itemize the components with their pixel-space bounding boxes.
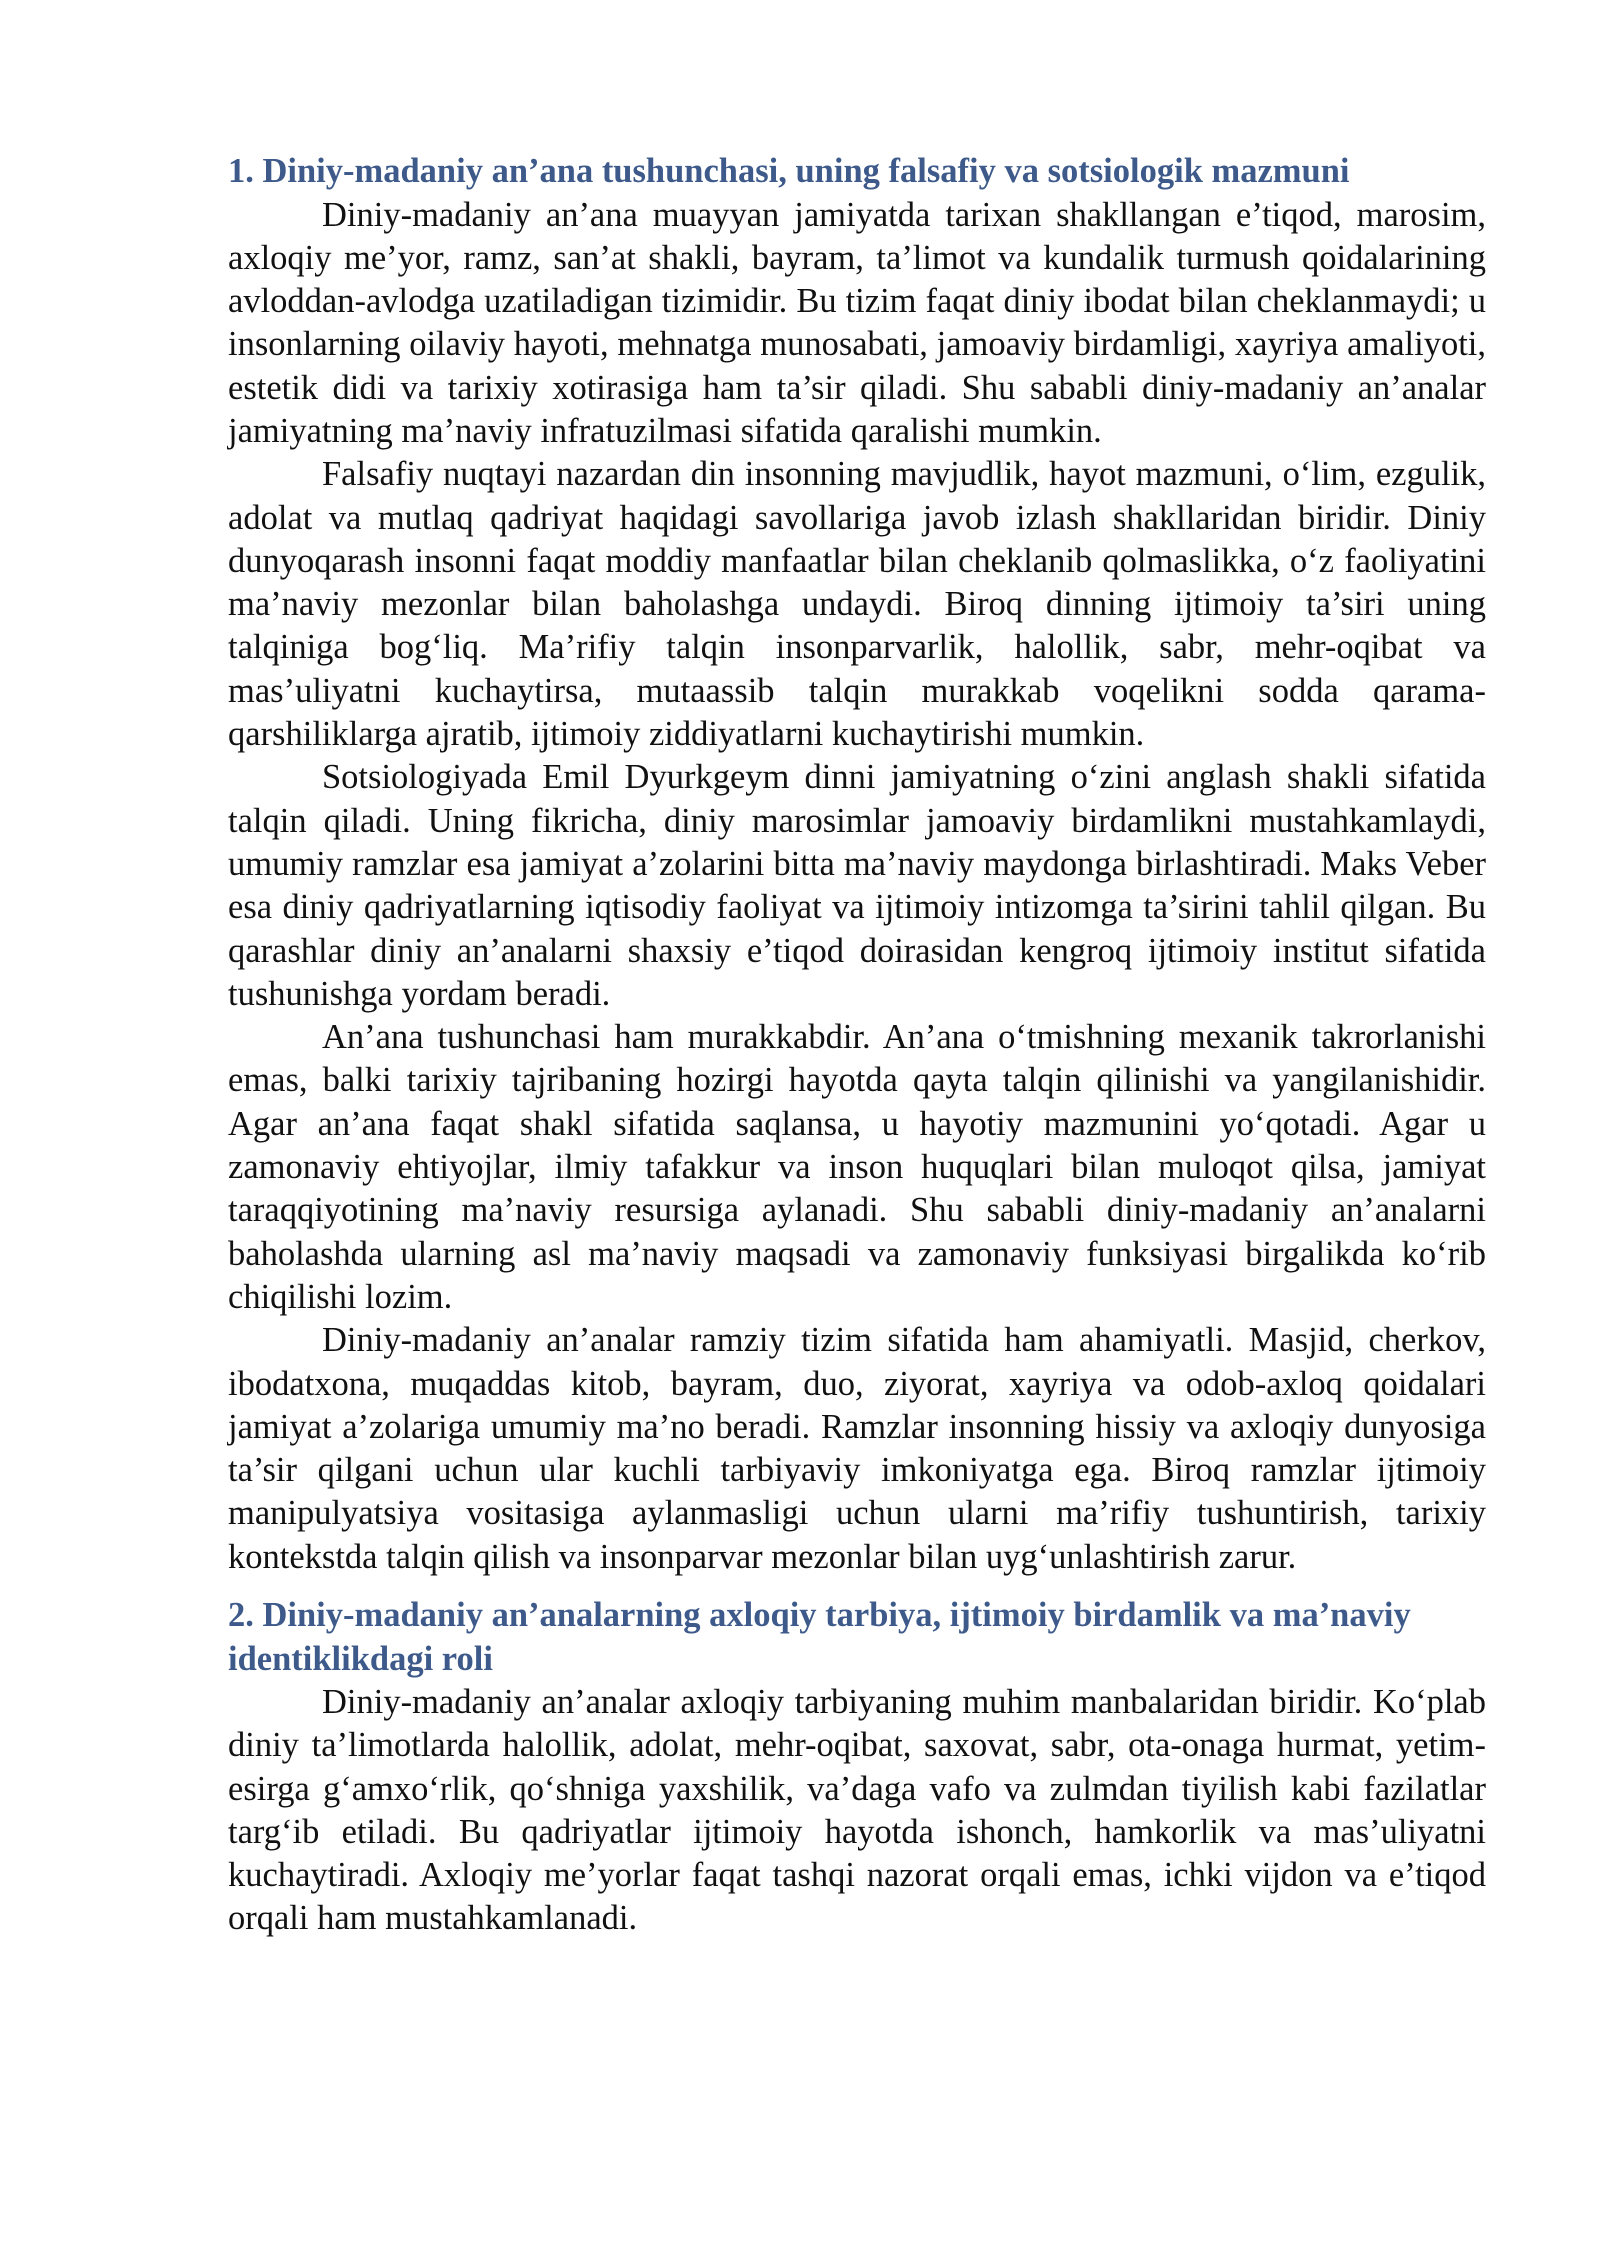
section-1-paragraph-5: Diniy-madaniy an’analar ramziy tizim sifatida ham ahamiyatli. Masjid, cherkov, ibodatxona, muqaddas kitob, bayram, duo, ziyorat, xayriya va odob-axloq qoidalari jamiyat a’zolariga umumiy ma’no beradi. Ramzlar insonning hissiy va axloqiy dunyosiga ta’sir qilgani uchun ular kuchli tarbiyaviy imkoniyatga ega. Biroq ramzlar ijtimoiy manipulyatsiya vositasiga aylanmasligi uchun ularni ma’rifiy tushuntirish, tarixiy kontekstda talqin qilish va insonparvar mezonlar bilan uyg‘unlashtirish zarur.: [228, 1321, 1486, 1576]
section-2-heading: 2. Diniy-madaniy an’analarning axloqiy tarbiya, ijtimoiy birdamlik va ma’naviy identiklikdagi roli: [228, 1596, 1411, 1678]
section-1-paragraph-2: Falsafiy nuqtayi nazardan din insonning mavjudlik, hayot mazmuni, o‘lim, ezgulik, adolat va mutlaq qadriyat haqidagi savollariga javob izlash shakllaridan biridir. Diniy dunyoqarash insonni faqat moddiy manfaatlar bilan cheklanib qolmaslikka, o‘z faoliyatini ma’naviy mezonlar bilan baholashga undaydi. Biroq dinning ijtimoiy ta’siri uning talqiniga bog‘liq. Ma’rifiy talqin insonparvarlik, halollik, sabr, mehr-oqibat va mas’uliyatni kuchaytirsa, mutaassib talqin murakkab voqelikni sodda qarama-qarshiliklarga ajratib, ijtimoiy ziddiyatlarni kuchaytirishi mumkin.: [228, 455, 1486, 754]
section-2-paragraph-1: Diniy-madaniy an’analar axloqiy tarbiyaning muhim manbalaridan biridir. Ko‘plab diniy ta’limotlarda halollik, adolat, mehr-oqibat, saxovat, sabr, ota-onaga hurmat, yetim-esirga g‘amxo‘rlik, qo‘shniga yaxshilik, va’daga vafo va zulmdan tiyilish kabi fazilatlar targ‘ib etiladi. Bu qadriyatlar ijtimoiy hayotda ishonch, hamkorlik va mas’uliyatni kuchaytiradi. Axloqiy me’yorlar faqat tashqi nazorat orqali emas, ichki vijdon va e’tiqod orqali ham mustahkamlanadi.: [228, 1683, 1486, 1938]
section-1-paragraph-3: Sotsiologiyada Emil Dyurkgeym dinni jamiyatning o‘zini anglash shakli sifatida talqin qiladi. Uning fikricha, diniy marosimlar jamoaviy birdamlikni mustahkamlaydi, umumiy ramzlar esa jamiyat a’zolarini bitta ma’naviy maydonga birlashtiradi. Maks Veber esa diniy qadriyatlarning iqtisodiy faoliyat va ijtimoiy intizomga ta’sirini tahlil qilgan. Bu qarashlar diniy an’analarni shaxsiy e’tiqod doirasidan kengroq ijtimoiy institut sifatida tushunishga yordam beradi.: [228, 758, 1486, 1013]
section-1-heading: 1. Diniy-madaniy an’ana tushunchasi, uning falsafiy va sotsiologik mazmuni: [228, 152, 1350, 190]
document-page: [228, 150, 1486, 1941]
section-1-paragraph-1: Diniy-madaniy an’ana muayyan jamiyatda tarixan shakllangan e’tiqod, marosim, axloqiy me’yor, ramz, san’at shakli, bayram, ta’limot va kundalik turmush qoidalarining avloddan-avlodga uzatiladigan tizimidir. Bu tizim faqat diniy ibodat bilan cheklanmaydi; u insonlarning oilaviy hayoti, mehnatga munosabati, jamoaviy birdamligi, xayriya amaliyoti, estetik didi va tarixiy xotirasiga ham ta’sir qiladi. Shu sababli diniy-madaniy an’analar jamiyatning ma’naviy infratuzilmasi sifatida qaralishi mumkin.: [228, 195, 1486, 450]
section-1-paragraph-4: An’ana tushunchasi ham murakkabdir. An’ana o‘tmishning mexanik takrorlanishi emas, balki tarixiy tajribaning hozirgi hayotda qayta talqin qilinishi va yangilanishidir. Agar an’ana faqat shakl sifatida saqlansa, u hayotiy mazmunini yo‘qotadi. Agar u zamonaviy ehtiyojlar, ilmiy tafakkur va inson huquqlari bilan muloqot qilsa, jamiyat taraqqiyotining ma’naviy resursiga aylanadi. Shu sababli diniy-madaniy an’analarni baholashda ularning asl ma’naviy maqsadi va zamonaviy funksiyasi birgalikda ko‘rib chiqilishi lozim.: [228, 1018, 1486, 1316]
